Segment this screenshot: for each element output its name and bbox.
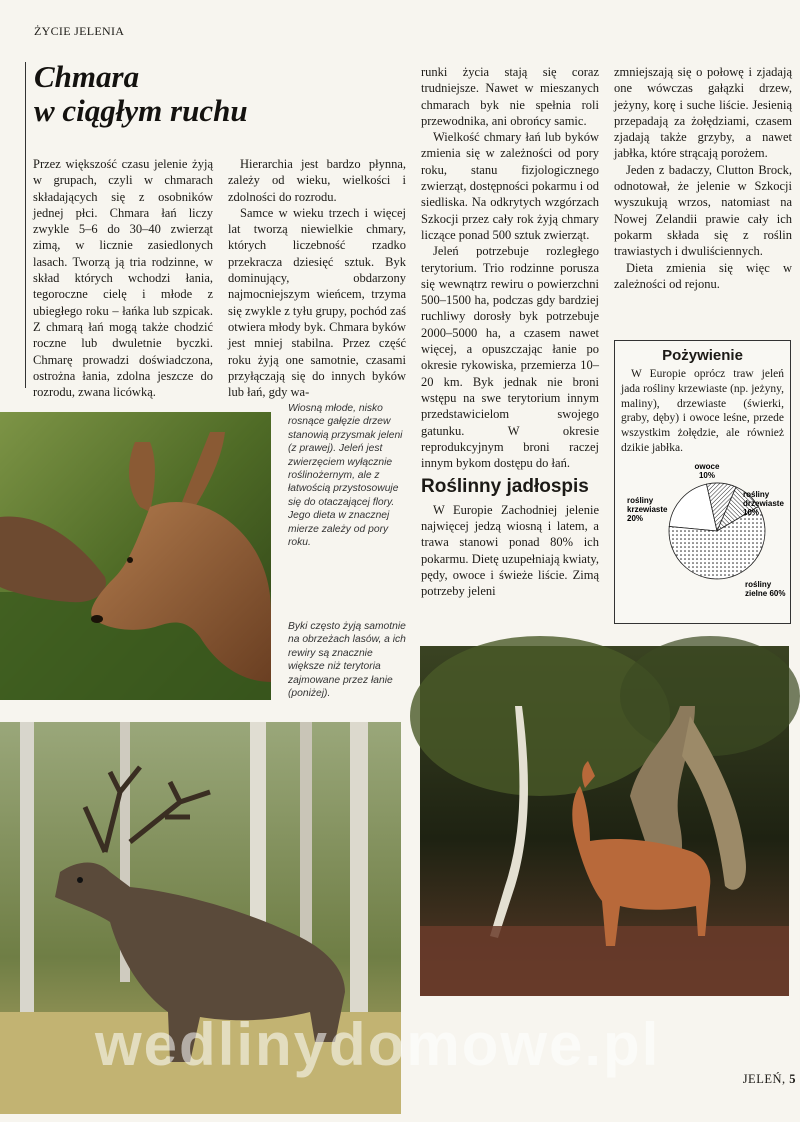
pie-label-rośliny-krzewiaste: rośliny krzewiaste 20% [627, 496, 668, 523]
infobox-text: W Europie oprócz traw jeleń jada rośliny krzewiaste (np. jeżyny, maliny), drzewiaste (świerki, graby, dęby) i owoce leśne, przede wszystkim żołędzie, ale również dzikie jabłka. [621, 368, 784, 454]
title-line-2: w ciągłym ruchu [34, 93, 248, 128]
photo-deer-browsing-image [420, 646, 789, 996]
col3-paragraph: runki życia stają się coraz trudniejsze. Nawet w mieszanych chmarach byk nie spełnia roli przewodnika, ani obrońcy samic. [421, 65, 599, 128]
pie-label-rośliny-drzewiaste: rośliny drzewiaste 10% [743, 490, 784, 517]
lead-rule [25, 62, 26, 388]
caption-spring: Wiosną młode, nisko rosnące gałęzie drzew stanowią przysmak jeleni (z prawej). Jeleń jest zwierzęciem wyłącznie roślinożernym, ale z łatwością przystosowuje się do otaczającej flory. Jego dieta w znacznej mierze zależy od pory roku. [288, 403, 403, 549]
col4-paragraph: zmniejszają się o połowę i zjadają one wówczas gałązki drzew, jeżyny, korę i suche liście. Jesienią przepadają za żołędziami, czasem zjadają także grzyby, a nawet jabłka, które strącają porożem. [614, 65, 792, 161]
photo-deer-browsing [420, 646, 789, 996]
watermark: wedlinydomowe.pl [95, 1011, 661, 1078]
col3-paragraph: Jeleń potrzebuje rozległego terytorium. Trio rodzinne porusza się wewnątrz rewiru o powierzchni 500–1500 ha, podczas gdy bardziej ruchliwy dorosły byk potrzebuje 2000–5000 ha, a czasem nawet więcej, a opuszczając łanie po okresie rykowiska, przemierza 10–20 km. Byk jednak nie broni wstępu na swe terytorium innym przedstawicielom swojego gatunku. W okresie reprodukcyjnym broni raczej innym bykom dostępu do łań. [421, 244, 599, 471]
title-line-1: Chmara [34, 59, 140, 94]
page-number: 5 [789, 1072, 796, 1086]
infobox-title: Pożywienie [662, 347, 743, 364]
col4-paragraph: Jeden z badaczy, Clutton Brock, odnotował, że jelenie w Szkocji wyszukują wrzos, natomiast na Nowej Zelandii prawie cały ich pokarm składa się z roślin trawiastych i dwuliściennych. [614, 162, 792, 259]
diet-pie-chart [615, 462, 790, 623]
lead-paragraph: Przez większość czasu jelenie żyją w grupach, czyli w chmarach składających się z osobników jednej płci. Chmara łań liczy zwykle 5–6 do 30–40 zwierząt zimą, w licznie zasiedlonych lasach. Tworzą ją tria rodzinne, w skład których wchodzi łania, tegoroczne cielę i młode z ubiegłego roku – łańka lub szpicak. Z chmarą łań mogą także chodzić roczne lub dwuletnie byczki. Chmarę prowadzi doświadczona, ostrożna łania, zdolna jeszcze do rozrodu, zwana licówką. [33, 157, 213, 400]
column-3 [421, 64, 599, 600]
caption-bulls: Byki często żyją samotnie na obrzeżach lasów, a ich rewiry są znacznie większe niż terytoria zajmowane przez łanie (poniżej). [288, 621, 406, 700]
col4-paragraph: Dieta zmienia się więc w zależności od rejonu. [614, 260, 792, 291]
pie-label-rośliny-zielne: rośliny zielne 60% [745, 580, 786, 598]
col3-paragraph: Wielkość chmary łań lub byków zmienia się w zależności od pory roku, stanu fizjologicznego zwierząt, dostępności pokarmu i od siedliska. Na odkrytych wzgórzach Szkocji przez cały rok żyją chmary liczące ponad 500 sztuk zwierząt. [421, 130, 599, 242]
lead-box [25, 148, 215, 400]
subheading: Roślinny jadłospis [421, 476, 589, 498]
pie-label-owoce: owoce 10% [694, 462, 720, 480]
article-title [34, 60, 334, 128]
page-footer [743, 1072, 796, 1087]
section-header: ŻYCIE JELENIA [34, 24, 125, 38]
col3-paragraph: W Europie Zachodniej jelenie najwięcej jedzą wiosną i latem, a trawa stanowi ponad 80% ich pokarmu. Dietę uzupełniają kwiaty, pędy, owoce i świeże liście. Zimą potrzeby jeleni [421, 502, 599, 599]
column-4 [614, 64, 792, 292]
col2-paragraph: Hierarchia jest bardzo płynna, zależy od wieku, wielkości i zdolności do rozrodu. [228, 157, 406, 204]
photo-deer-heads-image [0, 412, 271, 700]
column-2 [228, 156, 406, 400]
footer-label: JELEŃ, [742, 1072, 790, 1086]
photo-deer-heads [0, 412, 271, 700]
infobox-food [614, 340, 791, 624]
col2-paragraph: Samce w wieku trzech i więcej lat tworzą niewielkie chmary, których liczebność rzadko przekracza dziesięć sztuk. Byk dominujący, obdarzony najmocniejszym wieńcem, trzyma się zwykle z tyłu grupy, pochód zaś otwiera młody byk. Chmara byków jest mniej stabilna. Przez część roku żyją one samotnie, czasami przyłączają się do innych byków lub łań, gdy wa- [228, 205, 406, 400]
